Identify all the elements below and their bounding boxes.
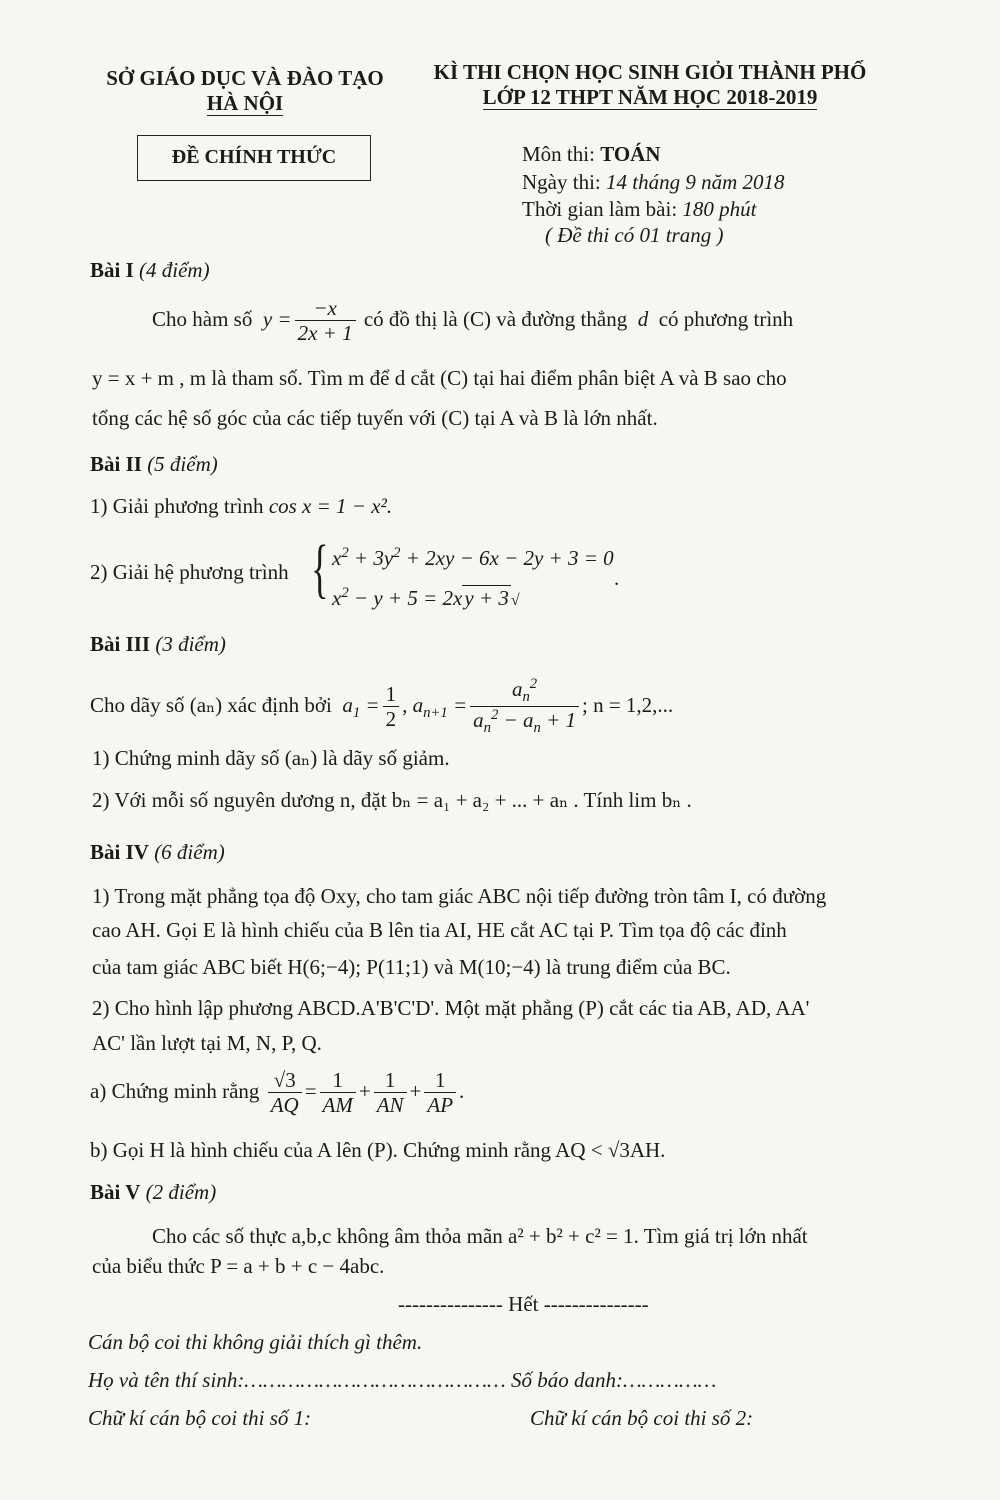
section-1-line-3: tổng các hệ số góc của các tiếp tuyến với (C) tại A và B là lớn nhất.: [92, 406, 658, 430]
section-4-heading: [90, 840, 225, 865]
equation: cos x = 1 − x².: [268, 494, 393, 518]
text: Cho hàm số: [152, 306, 253, 331]
section-4-line-1: 1) Trong mặt phẳng tọa độ Oxy, cho tam giác ABC nội tiếp đường tròn tâm I, có đường: [92, 884, 827, 908]
date-label: Ngày thi:: [522, 170, 601, 194]
section-2-heading: [90, 452, 218, 477]
system-equation-2: $x^2 - y + 5 = 2xy + 3$ √: [332, 585, 520, 610]
section-3-title: Bài III: [90, 632, 151, 656]
text: 1) Giải phương trình: [90, 494, 264, 518]
date-value: 14 tháng 9 năm 2018: [606, 170, 785, 194]
department-name: [90, 66, 400, 116]
section-2-q2: 2) Giải hệ phương trình: [90, 560, 289, 584]
pages-note: ( Đề thi có 01 trang ): [545, 223, 724, 247]
section-4-title: Bài IV: [90, 840, 149, 864]
section-5-line-1: Cho các số thực a,b,c không âm thỏa mãn a² + b² + c² = 1. Tìm giá trị lớn nhất: [152, 1224, 808, 1248]
subject-label: Môn thi:: [522, 142, 595, 166]
subject-value: TOÁN: [600, 142, 661, 166]
section-1-title: Bài I: [90, 258, 134, 282]
date-line: [522, 170, 785, 195]
invigilator-note: Cán bộ coi thi không giải thích gì thêm.: [88, 1330, 423, 1354]
section-1-line-2: y = x + m , m là tham số. Tìm m để d cắt (C) tại hai điểm phân biệt A và B sao cho: [92, 366, 787, 390]
candidate-info-line: Họ và tên thí sinh:…………………………………… Số báo danh:……………: [88, 1368, 717, 1392]
section-3-q2: 2) Với mỗi số nguyên dương n, đặt bₙ = a₁ + a₂ + ... + aₙ . Tính lim bₙ .: [92, 788, 692, 812]
section-2-points: (5 điểm): [147, 452, 218, 476]
department-line-2: HÀ NỘI: [206, 91, 284, 115]
section-3-intro: Cho dãy số (aₙ) xác định bởi $a_1$ = $\frac{1}{2}$ , $a_{n+1}$ = $\frac{a_n^2}{a_n^2 - a_n + 1}$ ; n = 1,2,...: [90, 676, 674, 737]
section-5-line-2: của biểu thức P = a + b + c − 4abc.: [92, 1254, 385, 1278]
section-3-heading: [90, 632, 226, 657]
section-4-line-5: AC' lần lượt tại M, N, P, Q.: [92, 1031, 322, 1055]
time-line: [522, 197, 757, 222]
text: a) Chứng minh rằng: [90, 1078, 260, 1103]
section-3-q1: 1) Chứng minh dãy số (aₙ) là dãy số giảm.: [92, 746, 450, 770]
section-3-points: (3 điểm): [155, 632, 226, 656]
end-marker: --------------- Hết ---------------: [398, 1292, 649, 1316]
text: có phương trình: [658, 306, 794, 331]
section-5-heading: [90, 1180, 216, 1205]
official-stamp-box: [137, 135, 371, 181]
text: ; n = 1,2,...: [581, 692, 674, 717]
section-2-title: Bài II: [90, 452, 142, 476]
invigilator-signature-1: Chữ kí cán bộ coi thi số 1:: [88, 1406, 312, 1430]
system-equation-1: $x^2 + 3y^2 + 2xy - 6x - 2y + 3 = 0$: [332, 545, 614, 570]
section-5-title: Bài V: [90, 1180, 141, 1204]
time-value: 180 phút: [682, 197, 757, 221]
exam-title-line-2: LỚP 12 THPT NĂM HỌC 2018-2019: [482, 85, 818, 109]
exam-title-line-1: KÌ THI CHỌN HỌC SINH GIỎI THÀNH PHỐ: [433, 60, 867, 84]
section-4-part-b: b) Gọi H là hình chiếu của A lên (P). Chứng minh rằng AQ < √3AH.: [90, 1138, 666, 1162]
section-4-line-3: của tam giác ABC biết H(6;−4); P(11;1) và M(10;−4) là trung điểm của BC.: [92, 955, 731, 979]
section-4-points: (6 điểm): [154, 840, 225, 864]
section-5-points: (2 điểm): [145, 1180, 217, 1204]
time-label: Thời gian làm bài:: [522, 197, 678, 221]
text: Cho dãy số (aₙ) xác định bởi: [90, 692, 332, 717]
section-2-q1: [90, 494, 392, 519]
section-4-line-4: 2) Cho hình lập phương ABCD.A'B'C'D'. Một mặt phẳng (P) cắt các tia AB, AD, AA': [92, 996, 810, 1020]
section-1-line-1: Cho hàm số y = $\frac{-x}{2x + 1}$ có đồ thị là (C) và đường thẳng d có phương trình: [152, 296, 794, 346]
subject-line: [522, 142, 660, 167]
department-line-1: SỞ GIÁO DỤC VÀ ĐÀO TẠO: [106, 66, 384, 90]
section-4-part-a: a) Chứng minh rằng $\frac{√3}{AQ}$ = $\frac{1}{AM}$ + $\frac{1}{AN}$ + $\frac{1}{AP}$ .: [90, 1068, 465, 1118]
invigilator-signature-2: Chữ kí cán bộ coi thi số 2:: [530, 1406, 754, 1430]
section-1-heading: [90, 258, 210, 283]
section-4-line-2: cao AH. Gọi E là hình chiếu của B lên tia AI, HE cắt AC tại P. Tìm tọa độ các đỉnh: [92, 918, 787, 942]
period: .: [614, 566, 620, 590]
section-1-points: (4 điểm): [139, 258, 210, 282]
official-label: ĐỀ CHÍNH THỨC: [171, 146, 337, 168]
equation-system-brace: {: [311, 532, 329, 605]
text: có đồ thị là (C) và đường thẳng: [363, 306, 628, 331]
exam-title: [415, 60, 885, 110]
